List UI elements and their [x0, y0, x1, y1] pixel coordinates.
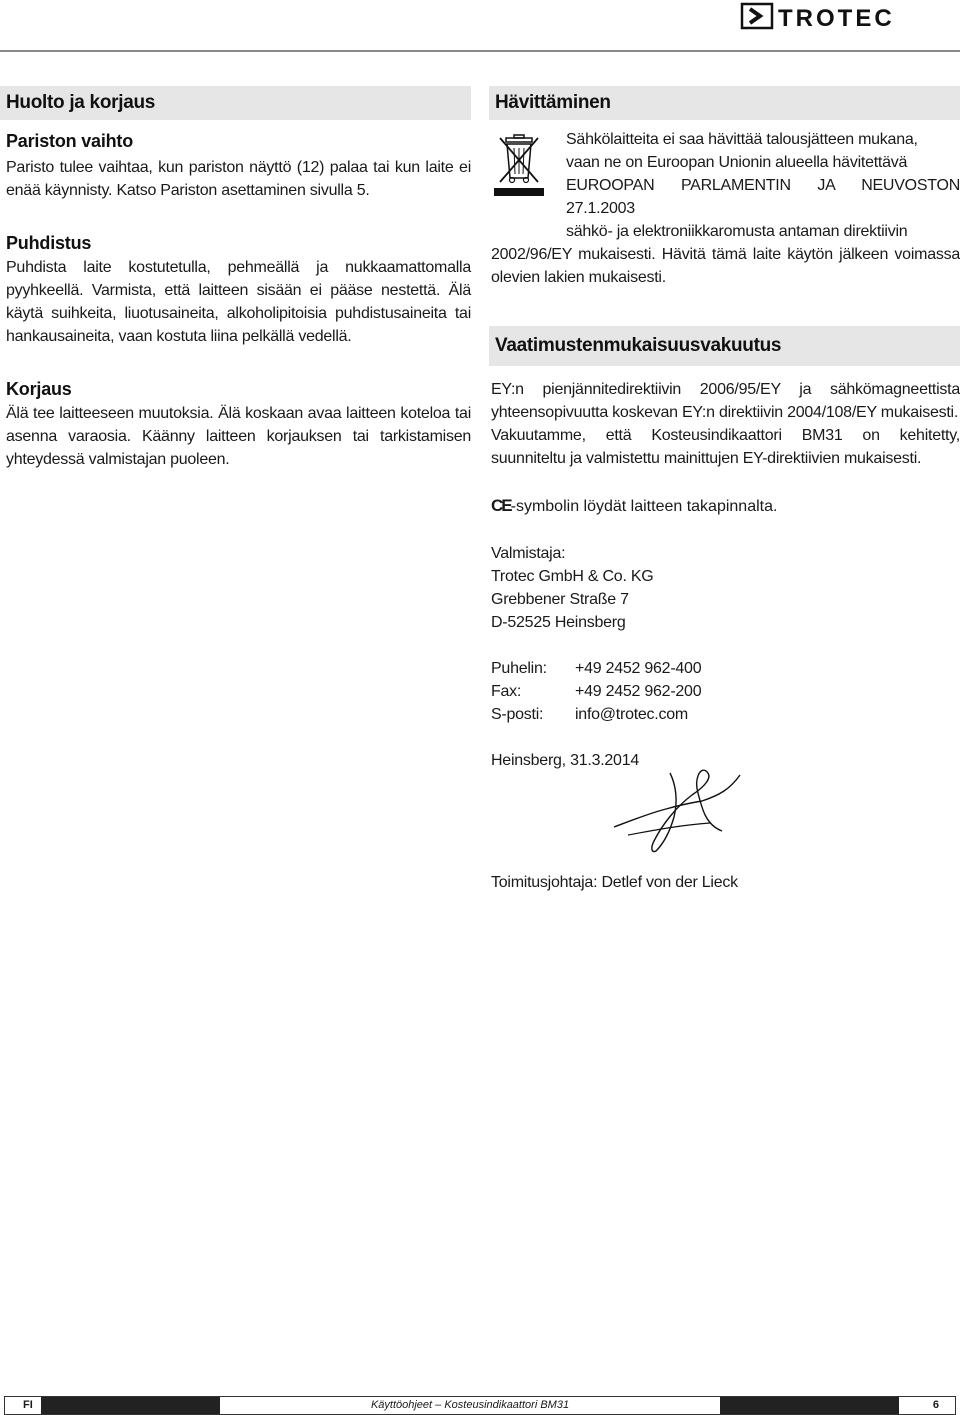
contact-row-phone	[491, 657, 701, 680]
footer-bar	[720, 1397, 899, 1414]
repair-heading: Korjaus	[6, 379, 72, 399]
footer-language: FI	[5, 1397, 41, 1414]
place-date: Heinsberg, 31.3.2014	[491, 752, 639, 769]
weee-crossed-bin-icon	[492, 132, 546, 200]
battery-heading: Pariston vaihto	[6, 131, 134, 151]
manufacturer-street: Grebbener Straße 7	[491, 591, 629, 608]
maintenance-column	[0, 86, 471, 471]
manufacturer-label: Valmistaja:	[491, 545, 566, 562]
page-footer	[4, 1396, 956, 1415]
contact-value: +49 2452 962-200	[575, 683, 702, 700]
footer-page-number: 6	[899, 1397, 955, 1414]
signature-image	[610, 765, 750, 855]
contact-value: +49 2452 962-400	[575, 660, 702, 677]
ce-text: -symbolin löydät laitteen takapinnalta.	[510, 498, 778, 515]
logo-text: TROTEC	[778, 5, 895, 32]
contact-label: Fax:	[491, 683, 522, 700]
contact-label: Puhelin:	[491, 660, 547, 677]
disposal-line-2: vaan ne on Euroopan Unionin alueella hävitettävä	[566, 154, 908, 171]
section-title-maintenance: Huolto ja korjaus	[0, 86, 471, 120]
cleaning-heading: Puhdistus	[6, 233, 92, 253]
battery-text: Paristo tulee vaihtaa, kun pariston näyttö (12) palaa tai kun laite ei enää käynnisty. Katso Pariston asettaminen sivulla 5.	[6, 159, 471, 199]
disposal-line-4: sähkö- ja elektroniikkaromusta antaman direktiivin	[566, 223, 908, 240]
conformity-text-1: EY:n pienjännitedirektiivin 2006/95/EY ja sähkömagneettista yhteensopivuutta koskevan EY:n direktiivin 2004/108/EY mukaisesti.	[491, 381, 960, 421]
contact-value: info@trotec.com	[575, 706, 688, 723]
manufacturer-name: Trotec GmbH & Co. KG	[491, 568, 654, 585]
footer-doc-title: Käyttöohjeet – Kosteusindikaattori BM31	[220, 1397, 720, 1414]
ce-mark-icon: CE	[491, 496, 511, 515]
cleaning-text: Puhdista laite kostutetulla, pehmeällä ja nukkaamattomalla pyyhkeellä. Varmista, että laitteen sisään ei pääse nestettä. Älä käytä suihkeita, liuotusaineita, alkoholipitoisia puhdistusaineita tai hankausaineita, vaan kostuta liina pelkällä vedellä.	[6, 259, 471, 345]
manufacturer-city: D-52525 Heinsberg	[491, 614, 626, 631]
contact-row-fax	[491, 680, 701, 703]
disposal-line-1: Sähkölaitteita ei saa hävittää talousjätteen mukana,	[566, 131, 918, 148]
trotec-logo	[740, 0, 955, 32]
section-title-disposal: Hävittäminen	[489, 86, 960, 120]
ce-note	[491, 494, 960, 518]
manufacturer-block	[491, 542, 960, 634]
signatory: Toimitusjohtaja: Detlef von der Lieck	[491, 874, 738, 891]
section-title-conformity: Vaatimustenmukaisuusvakuutus	[489, 326, 960, 366]
contact-row-email	[491, 703, 701, 726]
conformity-text-2: Vakuutamme, että Kosteusindikaattori BM31 on kehitetty, suunniteltu ja valmistettu mainittujen EY-direktiivien mukaisesti.	[491, 427, 960, 467]
disposal-text-tail: 2002/96/EY mukaisesti. Hävitä tämä laite käytön jälkeen voimassa olevien lakien mukaisesti.	[491, 246, 960, 286]
footer-bar	[41, 1397, 220, 1414]
repair-text: Älä tee laitteeseen muutoksia. Älä koskaan avaa laitteen koteloa tai asenna varaosia. Käänny laitteen korjauksen tai tarkistamisen yhteydessä valmistajan puoleen.	[6, 405, 471, 468]
contact-table	[491, 657, 701, 726]
header-rule	[0, 50, 960, 52]
disposal-line-3: EUROOPAN PARLAMENTIN JA NEUVOSTON 27.1.2003	[566, 177, 960, 217]
contact-label: S-posti:	[491, 706, 544, 723]
